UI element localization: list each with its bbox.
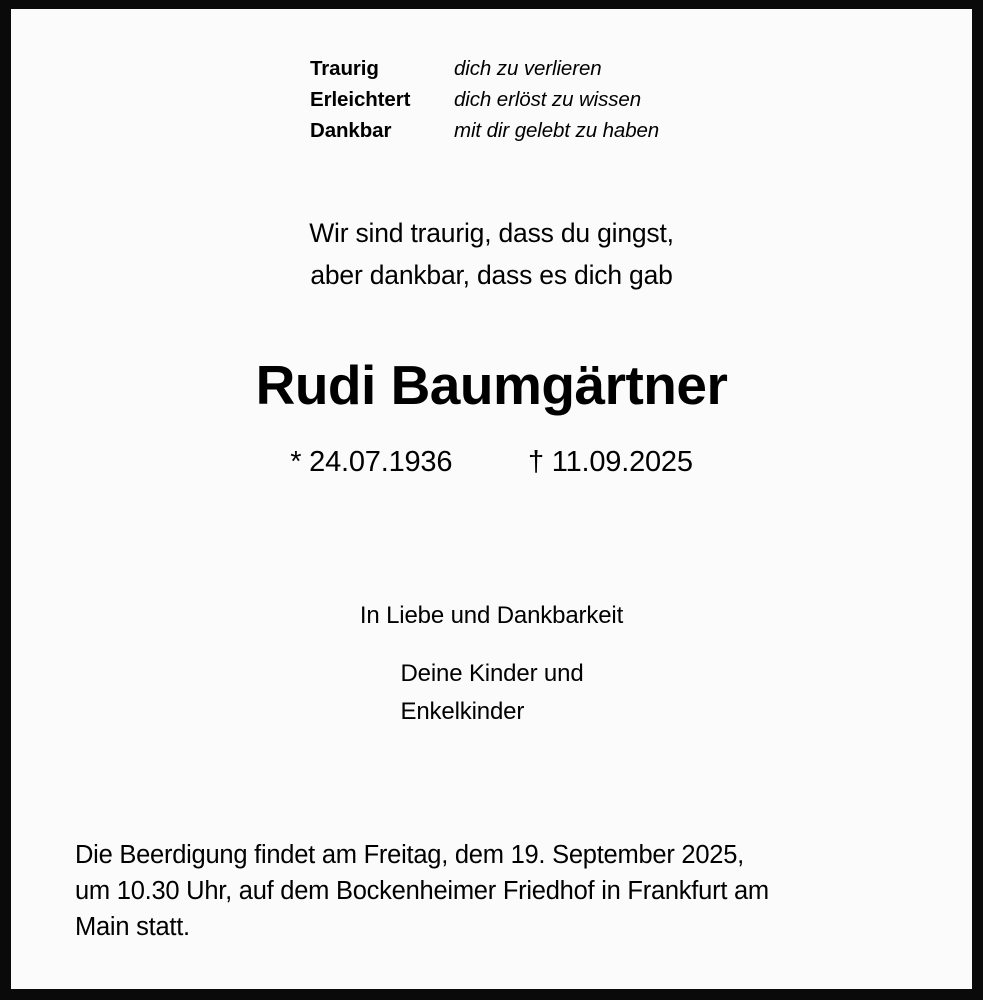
verse-label-1: Traurig [310,57,379,80]
family-line-2: Enkelkinder [400,698,525,725]
lead-line-2: aber dankbar, dass es dich gab [310,260,673,290]
verse-label-3: Dankbar [310,119,392,142]
family-line-1: Deine Kinder und [400,660,584,687]
life-dates [11,446,972,479]
funeral-line-3: Main statt. [75,913,190,941]
obituary-card [11,9,972,989]
death-date: † 11.09.2025 [528,446,693,478]
verse-phrase-2: dich erlöst zu wissen [454,88,642,111]
verse-label-2: Erleichtert [310,88,411,111]
tribute-line: In Liebe und Dankbarkeit [359,602,624,629]
verse-phrase-3: mit dir gelebt zu haben [454,119,660,142]
lead-line-1: Wir sind traurig, dass du gingst, [309,218,674,248]
deceased-name: Rudi Baumgärtner [255,354,728,416]
verse-phrase-1: dich zu verlieren [454,57,602,80]
tribute-block [11,597,972,731]
family-signature [399,655,583,731]
birth-date: * 24.07.1936 [290,446,453,478]
funeral-line-2: um 10.30 Uhr, auf dem Bockenheimer Friedhof in Frankfurt am [75,877,769,905]
lead-text [11,212,972,296]
funeral-details [75,837,922,945]
funeral-line-1: Die Beerdigung findet am Freitag, dem 19. September 2025, [75,841,744,869]
verse-block [310,55,659,145]
